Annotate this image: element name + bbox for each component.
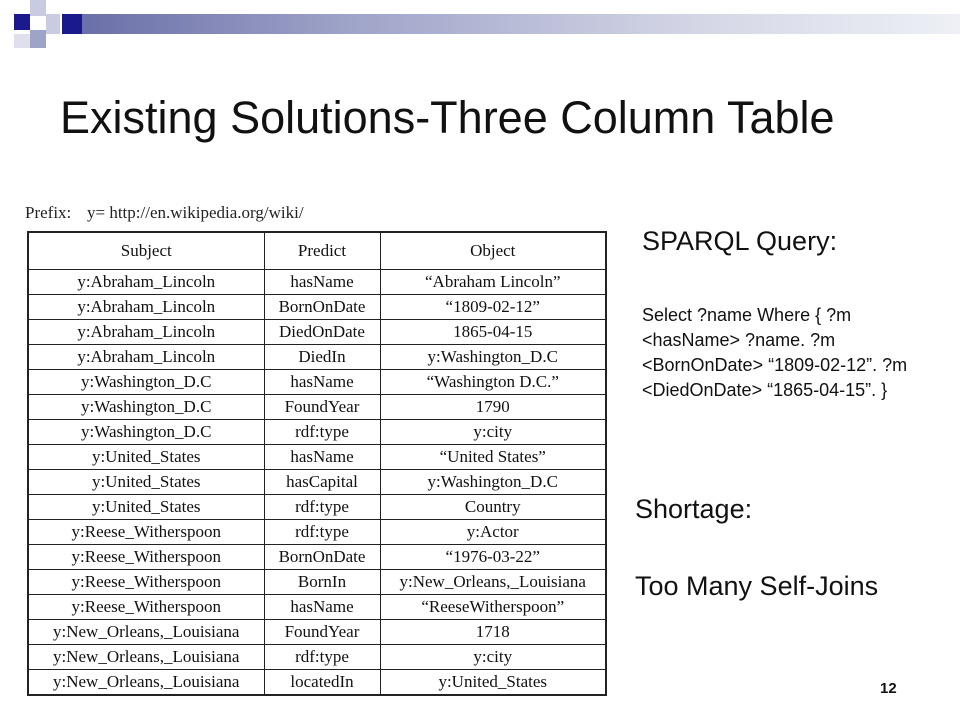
predicate-cell: BornIn — [264, 570, 380, 595]
subject-cell: y:Abraham_Lincoln — [28, 295, 264, 320]
table-row — [28, 595, 606, 620]
predicate-cell: DiedOnDate — [264, 320, 380, 345]
table-header-row — [28, 232, 606, 270]
object-cell: y:Washington_D.C — [380, 345, 606, 370]
prefix-line — [25, 203, 304, 223]
table-row — [28, 545, 606, 570]
table-row — [28, 645, 606, 670]
predicate-cell: hasName — [264, 270, 380, 295]
predicate-cell: rdf:type — [264, 520, 380, 545]
object-cell: y:Washington_D.C — [380, 470, 606, 495]
predicate-cell: hasName — [264, 445, 380, 470]
table-row — [28, 495, 606, 520]
subject-cell: y:Abraham_Lincoln — [28, 345, 264, 370]
decoration-square-light — [30, 0, 46, 16]
table-row — [28, 670, 606, 696]
object-cell: “Abraham Lincoln” — [380, 270, 606, 295]
subject-cell: y:Reese_Witherspoon — [28, 545, 264, 570]
shortage-text: Too Many Self-Joins — [635, 571, 879, 601]
column-header-predict: Predict — [264, 232, 380, 270]
predicate-cell: hasName — [264, 370, 380, 395]
object-cell: y:Actor — [380, 520, 606, 545]
predicate-cell: BornOnDate — [264, 295, 380, 320]
table-row — [28, 420, 606, 445]
object-cell: “United States” — [380, 445, 606, 470]
slide-title: Existing Solutions-Three Column Table — [60, 92, 835, 143]
sparql-heading: SPARQL Query: — [642, 226, 838, 256]
decoration-square-light — [14, 34, 30, 48]
subject-cell: y:United_States — [28, 470, 264, 495]
decoration-square-mid — [30, 30, 46, 48]
predicate-cell: locatedIn — [264, 670, 380, 696]
triple-table-container — [27, 231, 607, 696]
subject-cell: y:Washington_D.C — [28, 395, 264, 420]
decoration-square-dark — [14, 14, 30, 30]
prefix-label: Prefix: — [25, 203, 72, 222]
title-decoration — [0, 0, 960, 56]
object-cell: y:United_States — [380, 670, 606, 696]
table-row — [28, 620, 606, 645]
decoration-square-dark — [62, 14, 82, 34]
table-row — [28, 370, 606, 395]
predicate-cell: DiedIn — [264, 345, 380, 370]
object-cell: “1809-02-12” — [380, 295, 606, 320]
subject-cell: y:Reese_Witherspoon — [28, 570, 264, 595]
predicate-cell: BornOnDate — [264, 545, 380, 570]
table-row — [28, 345, 606, 370]
object-cell: “1976-03-22” — [380, 545, 606, 570]
subject-cell: y:Reese_Witherspoon — [28, 520, 264, 545]
subject-cell: y:United_States — [28, 445, 264, 470]
table-row — [28, 270, 606, 295]
predicate-cell: rdf:type — [264, 495, 380, 520]
prefix-value: y= http://en.wikipedia.org/wiki/ — [87, 203, 304, 222]
table-row — [28, 570, 606, 595]
object-cell: “ReeseWitherspoon” — [380, 595, 606, 620]
object-cell: 1865-04-15 — [380, 320, 606, 345]
subject-cell: y:Abraham_Lincoln — [28, 320, 264, 345]
table-row — [28, 295, 606, 320]
subject-cell: y:Washington_D.C — [28, 420, 264, 445]
predicate-cell: rdf:type — [264, 420, 380, 445]
decoration-bar — [82, 14, 960, 34]
column-header-subject: Subject — [28, 232, 264, 270]
subject-cell: y:United_States — [28, 495, 264, 520]
predicate-cell: FoundYear — [264, 620, 380, 645]
table-row — [28, 470, 606, 495]
object-cell: Country — [380, 495, 606, 520]
table-row — [28, 395, 606, 420]
subject-cell: y:New_Orleans,_Louisiana — [28, 670, 264, 696]
subject-cell: y:Reese_Witherspoon — [28, 595, 264, 620]
object-cell: y:New_Orleans,_Louisiana — [380, 570, 606, 595]
object-cell: 1790 — [380, 395, 606, 420]
subject-cell: y:Washington_D.C — [28, 370, 264, 395]
object-cell: 1718 — [380, 620, 606, 645]
object-cell: “Washington D.C.” — [380, 370, 606, 395]
predicate-cell: hasCapital — [264, 470, 380, 495]
predicate-cell: hasName — [264, 595, 380, 620]
table-row — [28, 445, 606, 470]
subject-cell: y:New_Orleans,_Louisiana — [28, 645, 264, 670]
object-cell: y:city — [380, 420, 606, 445]
decoration-square-light — [46, 14, 60, 34]
predicate-cell: rdf:type — [264, 645, 380, 670]
table-row — [28, 320, 606, 345]
triple-table — [27, 231, 607, 696]
object-cell: y:city — [380, 645, 606, 670]
subject-cell: y:Abraham_Lincoln — [28, 270, 264, 295]
shortage-heading: Shortage: — [635, 494, 753, 524]
sparql-query: Select ?name Where { ?m <hasName> ?name. ?m <BornOnDate> “1809-02-12”. ?m <DiedOnDate> “1865-04-15”. } — [642, 305, 908, 400]
subject-cell: y:New_Orleans,_Louisiana — [28, 620, 264, 645]
page-number: 12 — [880, 680, 897, 697]
table-row — [28, 520, 606, 545]
column-header-object: Object — [380, 232, 606, 270]
predicate-cell: FoundYear — [264, 395, 380, 420]
